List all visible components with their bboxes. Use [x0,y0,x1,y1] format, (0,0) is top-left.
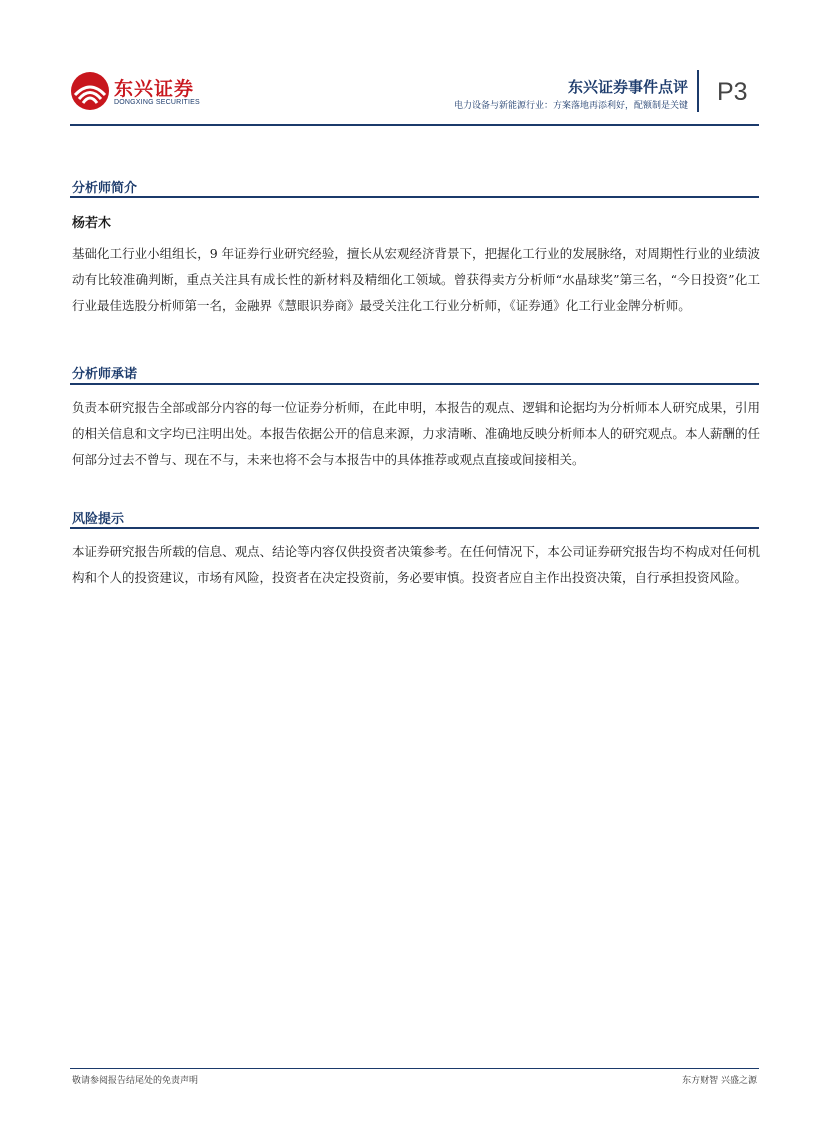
section-rule-risk-notice [70,527,759,529]
analyst-commitment-text: 负责本研究报告全部或部分内容的每一位证券分析师，在此申明，本报告的观点、逻辑和论据均为分析师本人研究成果，引用的相关信息和文字均已注明出处。本报告依据公开的信息来源，力求清晰、准确地反映分析师本人的研究观点。本人薪酬的任何部分过去不曾与、现在不与，未来也将不会与本报告中的具体推荐或观点直接或间接相关。 [72,400,760,467]
analyst-intro-text: 基础化工行业小组组长，9 年证券行业研究经验，擅长从宏观经济背景下，把握化工行业的发展脉络，对周期性行业的业绩波动有比较准确判断，重点关注具有成长性的新材料及精细化工领域。曾获得卖方分析师“水晶球奖”第三名，“今日投资”化工行业最佳选股分析师第一名，金融界《慧眼识券商》最受关注化工行业分析师，《证券通》化工行业金牌分析师。 [72,246,760,313]
section-title-risk-notice: 风险提示 [72,512,125,527]
section-rule-analyst-commitment [70,383,759,385]
report-subtitle: 电力设备与新能源行业：方案落地再添利好，配额制是关键 [453,101,688,111]
page-number: P3 [717,78,748,106]
header-rule [70,124,759,126]
logo-english-name: DONGXING SECURITIES [114,99,200,106]
section-title-analyst-commitment: 分析师承诺 [72,367,138,382]
section-rule-analyst-intro [70,196,759,198]
logo-chinese-name: 东兴证券 [114,78,195,100]
risk-notice-text: 本证券研究报告所载的信息、观点、结论等内容仅供投资者决策参考。在任何情况下，本公司证券研究报告均不构成对任何机构和个人的投资建议，市场有风险，投资者在决定投资前，务必要审慎。投资者应自主作出投资决策，自行承担投资风险。 [72,544,760,585]
header-divider [697,70,699,112]
analyst-name: 杨若木 [72,216,112,231]
dongxing-logo-icon [70,71,110,111]
report-type-title: 东兴证券事件点评 [567,78,688,96]
company-logo [70,71,210,115]
footer-rule [70,1068,759,1069]
footer-slogan: 东方财智 兴盛之源 [682,1076,757,1086]
footer-disclaimer-note: 敬请参阅报告结尾处的免责声明 [72,1076,199,1086]
section-title-analyst-intro: 分析师简介 [72,181,138,196]
